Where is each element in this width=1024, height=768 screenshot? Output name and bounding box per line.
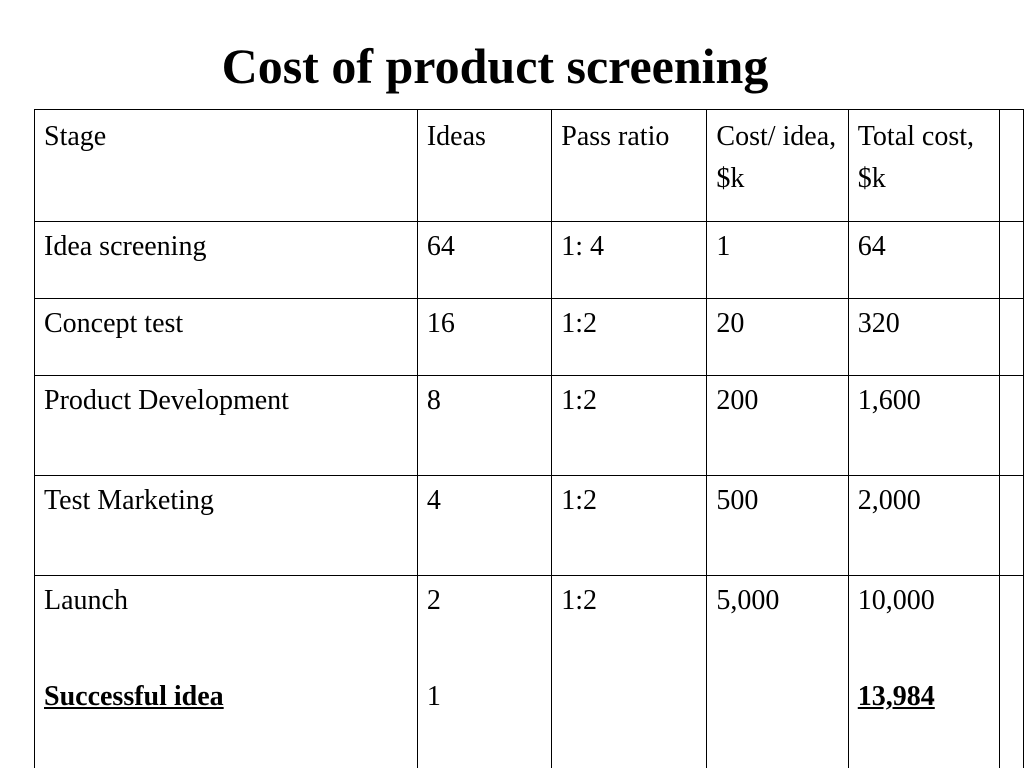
header-pass-ratio: Pass ratio — [552, 110, 707, 222]
table-row — [35, 299, 1024, 376]
table-row — [35, 576, 1024, 768]
stage-text: Launch — [44, 585, 128, 616]
pass-ratio-cell: 1:2 — [552, 576, 707, 768]
successful-idea-count: 1 — [426, 681, 441, 712]
ideas-cell: 4 — [417, 476, 551, 576]
total-cost-cell: 320 — [848, 299, 999, 376]
total-cost-cell: 2,000 — [848, 476, 999, 576]
table-row — [35, 476, 1024, 576]
ideas-text: 2 — [426, 585, 441, 616]
table-row — [35, 222, 1024, 299]
slide-title: Cost of product screening — [221, 38, 769, 94]
pass-ratio-cell: 1:2 — [552, 299, 707, 376]
extra-column-cell — [1000, 476, 1024, 576]
stage-cell: Idea screening — [35, 222, 418, 299]
total-cost-cell: 1,600 — [848, 376, 999, 476]
extra-column-cell — [1000, 110, 1024, 222]
cost-per-idea-cell: 5,000 — [707, 576, 848, 768]
table-row — [35, 376, 1024, 476]
stage-cell — [35, 576, 418, 768]
cost-per-idea-cell: 200 — [707, 376, 848, 476]
cost-per-idea-cell: 20 — [707, 299, 848, 376]
header-total-cost: Total cost, $k — [848, 110, 999, 222]
extra-column-cell — [1000, 222, 1024, 299]
ideas-cell: 64 — [417, 222, 551, 299]
pass-ratio-cell: 1:2 — [552, 376, 707, 476]
extra-column-cell — [1000, 576, 1024, 768]
pass-ratio-cell: 1: 4 — [552, 222, 707, 299]
ideas-cell: 8 — [417, 376, 551, 476]
stage-cell: Concept test — [35, 299, 418, 376]
stage-cell: Product Development — [35, 376, 418, 476]
ideas-cell: 16 — [417, 299, 551, 376]
ideas-cell — [417, 576, 551, 768]
grand-total-cost: 13,984 — [857, 681, 935, 712]
pass-ratio-cell: 1:2 — [552, 476, 707, 576]
header-ideas: Ideas — [417, 110, 551, 222]
stage-cell: Test Marketing — [35, 476, 418, 576]
total-cost-cell: 64 — [848, 222, 999, 299]
total-cost-cell — [848, 576, 999, 768]
extra-column-cell — [1000, 376, 1024, 476]
cost-table — [34, 109, 1024, 768]
cost-per-idea-cell: 500 — [707, 476, 848, 576]
table-header-row — [35, 110, 1024, 222]
header-stage: Stage — [35, 110, 418, 222]
header-cost-per-idea: Cost/ idea, $k — [707, 110, 848, 222]
extra-column-cell — [1000, 299, 1024, 376]
cost-per-idea-cell: 1 — [707, 222, 848, 299]
successful-idea-label: Successful idea — [44, 681, 224, 712]
total-cost-text: 10,000 — [857, 585, 935, 616]
